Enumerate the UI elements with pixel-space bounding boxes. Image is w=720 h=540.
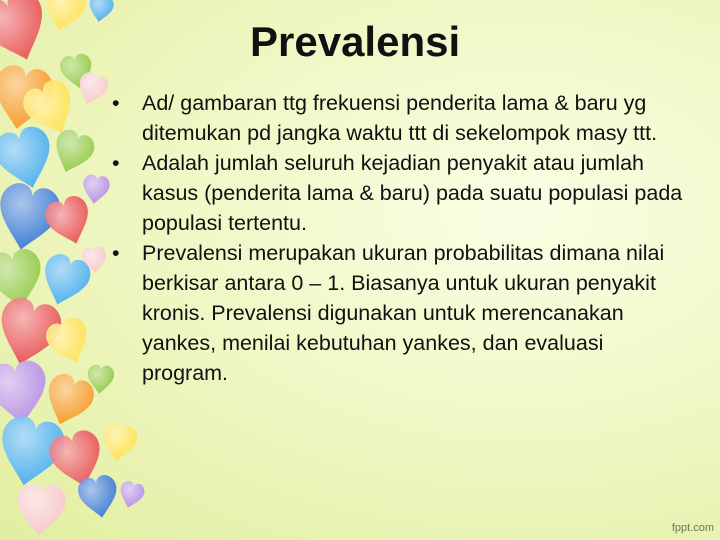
bullet-item	[112, 88, 692, 148]
heart-icon	[87, 0, 115, 24]
watermark: fppt.com	[671, 522, 714, 534]
bullet-text: Adalah jumlah seluruh kejadian penyakit atau jumlah kasus (penderita lama & baru) pada suatu populasi pada populasi tertentu.	[142, 151, 683, 235]
heart-icon	[100, 422, 139, 464]
heart-icon	[0, 0, 56, 70]
bullet-marker: •	[112, 91, 120, 115]
bullet-marker: •	[112, 151, 120, 175]
heart-icon	[0, 123, 59, 195]
heart-icon	[81, 174, 111, 206]
heart-icon	[48, 126, 98, 178]
heart-icon	[116, 480, 146, 511]
bullet-text: Prevalensi merupakan ukuran probabilitas dimana nilai berkisar antara 0 – 1. Biasanya untuk ukuran penyakit kronis. Prevalensi digunakan untuk merencanakan yankes, menilai kebutuhan yankes, dan evaluasi program.	[142, 241, 665, 385]
bullet-marker: •	[112, 241, 120, 265]
slide-title: Prevalensi	[250, 18, 461, 65]
bullet-text: Ad/ gambaran ttg frekuensi penderita lama & baru yg ditemukan pd jangka waktu ttt di sekelompok masy ttt.	[142, 91, 658, 145]
bullet-item	[112, 148, 692, 238]
heart-icon	[76, 473, 121, 521]
bullet-item	[112, 238, 692, 388]
bullet-list	[112, 88, 692, 388]
heart-icon	[15, 482, 67, 538]
heart-icon	[40, 0, 88, 35]
